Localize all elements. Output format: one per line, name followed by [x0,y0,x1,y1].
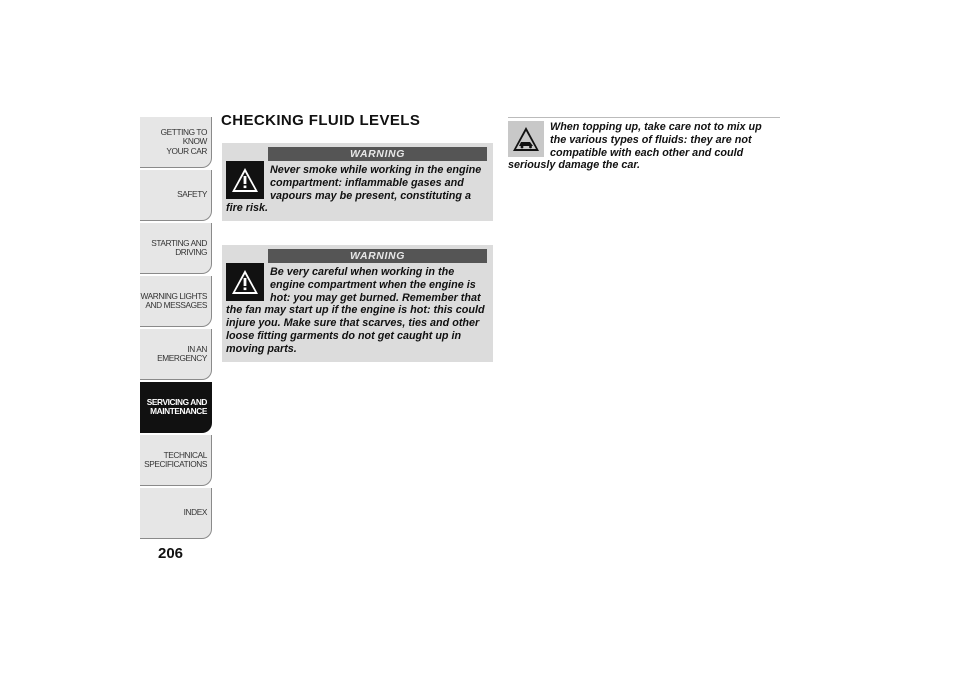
warning-text: Never smoke while working in the engine compartment: inflammable gases and vapours may be present, constituting a fire risk. [226,164,482,215]
tab-safety[interactable] [140,170,212,221]
tab-servicing-and-maintenance[interactable] [140,382,212,433]
caution-text: When topping up, take care not to mix up the various types of fluids: they are not compatible with each other and could seriously damage the car. [508,121,762,172]
warning-triangle-icon [226,263,264,301]
tab-label: TECHNICAL SPECIFICATIONS [144,449,207,469]
warning-header: WARNING [268,249,487,263]
caution-box-fluids [508,121,780,172]
tab-index[interactable] [140,488,212,539]
tab-label: IN AN EMERGENCY [157,343,207,363]
warning-text: Be very careful when working in the engine compartment when the engine is hot: you may get burned. Remember that the fan may start up if the engine is hot: this could injure you. Make sure that scarves, ties and other loose fitting garments do not get caught up in moving parts. [226,266,485,355]
tab-label: SERVICING AND MAINTENANCE [146,396,207,416]
page-number: 206 [158,545,184,562]
car-caution-icon [508,121,544,157]
warning-box-hot-engine [222,245,493,362]
tab-getting-to-know-your-car[interactable] [140,117,212,168]
tab-label: WARNING LIGHTS AND MESSAGES [140,290,207,310]
tab-starting-and-driving[interactable] [140,223,212,274]
warning-box-smoking [222,143,493,221]
section-title: CHECKING FLUID LEVELS [221,112,421,129]
caution-divider [508,117,780,118]
warning-header: WARNING [268,147,487,161]
tab-label: INDEX [183,507,207,518]
tab-in-an-emergency[interactable] [140,329,212,380]
tab-label: STARTING AND DRIVING [151,237,207,257]
tab-warning-lights-and-messages[interactable] [140,276,212,327]
chapter-tabs [140,117,212,541]
tab-technical-specifications[interactable] [140,435,212,486]
warning-triangle-icon [226,161,264,199]
tab-label: SAFETY [177,189,207,200]
tab-label: GETTING TO KNOW YOUR CAR [160,126,207,156]
